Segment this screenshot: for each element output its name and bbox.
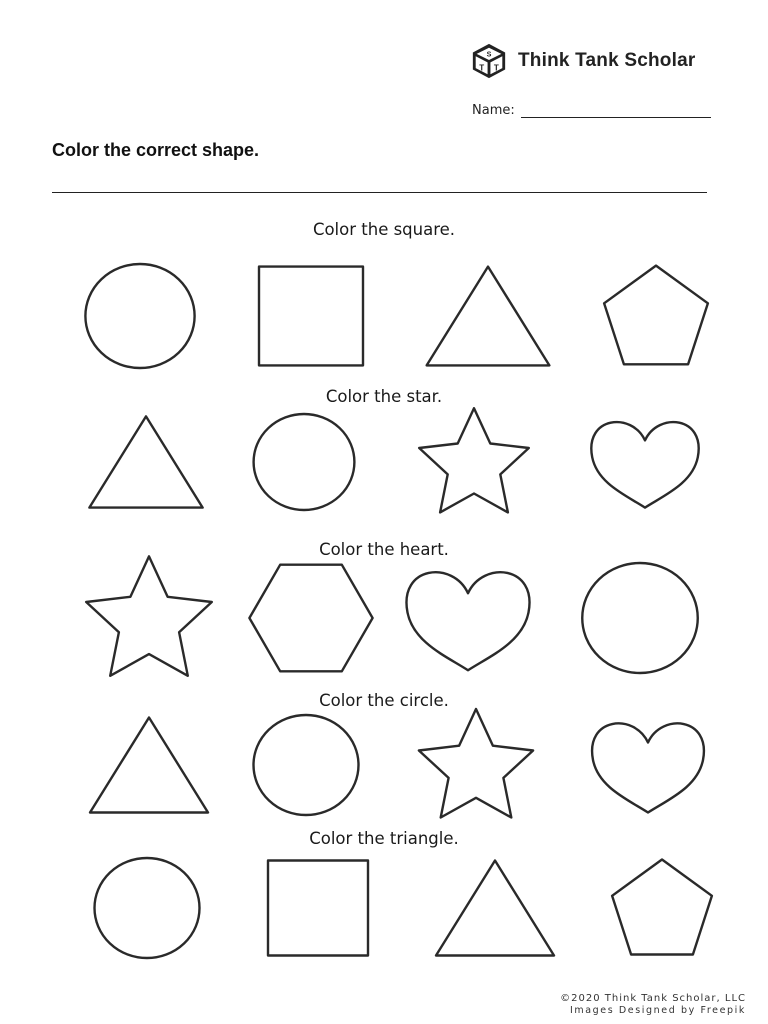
shape-heart[interactable] bbox=[406, 572, 529, 670]
shape-star[interactable] bbox=[419, 709, 533, 818]
footer bbox=[560, 993, 746, 1016]
worksheet-heading: Color the correct shape. bbox=[52, 140, 260, 160]
prompt-circle: Color the circle. bbox=[319, 691, 449, 710]
shape-square[interactable] bbox=[259, 267, 363, 366]
shape-triangle[interactable] bbox=[90, 718, 208, 813]
prompt-triangle: Color the triangle. bbox=[309, 829, 459, 848]
logo-letter-left: T bbox=[479, 63, 485, 73]
prompt-square: Color the square. bbox=[312, 220, 456, 239]
name-label: Name: bbox=[472, 103, 515, 118]
shape-pentagon[interactable] bbox=[604, 266, 708, 365]
shape-circle[interactable] bbox=[85, 264, 194, 368]
shape-triangle[interactable] bbox=[89, 416, 202, 507]
prompt-heart: Color the heart. bbox=[319, 540, 449, 559]
shape-heart[interactable] bbox=[591, 422, 698, 508]
shape-triangle[interactable] bbox=[427, 267, 550, 366]
shape-circle[interactable] bbox=[582, 563, 698, 673]
shape-pentagon[interactable] bbox=[612, 860, 712, 955]
shape-star[interactable] bbox=[419, 408, 529, 512]
prompt-star: Color the star. bbox=[325, 387, 443, 406]
shape-star[interactable] bbox=[86, 556, 212, 675]
shape-triangle[interactable] bbox=[436, 861, 554, 956]
shape-heart[interactable] bbox=[592, 723, 704, 812]
shape-circle[interactable] bbox=[254, 715, 359, 815]
shape-square[interactable] bbox=[268, 861, 368, 956]
shape-hexagon[interactable] bbox=[249, 565, 372, 672]
copyright-text: ©2020 Think Tank Scholar, LLC bbox=[560, 993, 746, 1004]
shape-circle[interactable] bbox=[254, 414, 355, 510]
image-credit-text: Images Designed by Freepik bbox=[569, 1005, 746, 1016]
logo-letter-right: T bbox=[493, 63, 499, 73]
shape-circle[interactable] bbox=[95, 858, 200, 958]
logo-letter-top: S bbox=[486, 50, 492, 59]
brand-name: Think Tank Scholar bbox=[518, 50, 696, 71]
